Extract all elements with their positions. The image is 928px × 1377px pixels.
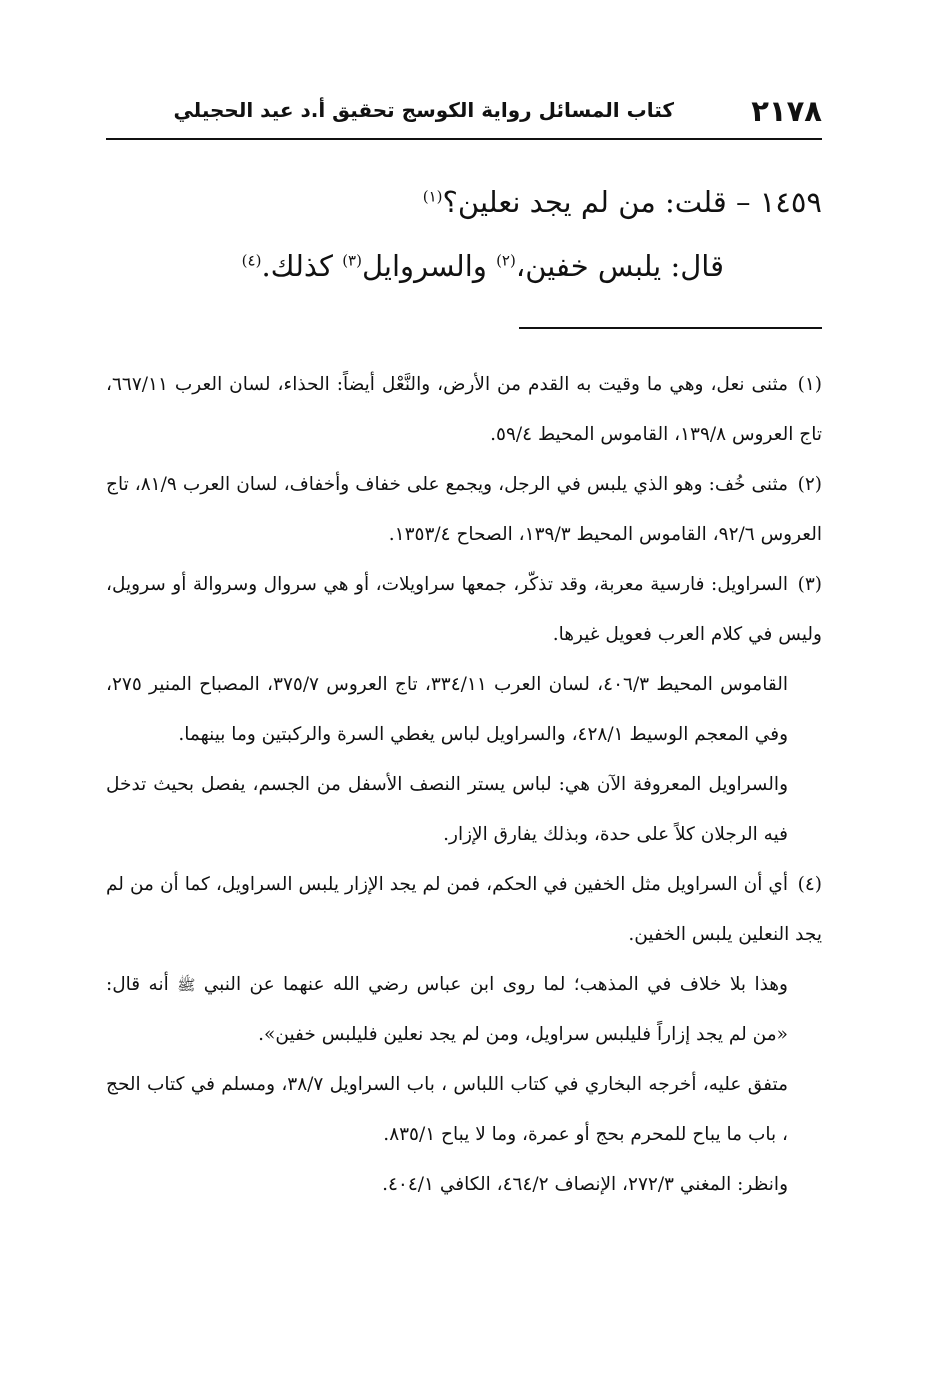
- main-text: [106, 170, 822, 298]
- footnote-4-marker: (٤): [797, 874, 822, 895]
- footnote-3-text: السراويل: فارسية معربة، وقد تذكّر، جمعها سراويلات، أو هي سروال وسروالة أو سرويل، وليس في كلام العرب فعويل غيرها.: [106, 574, 822, 645]
- footnote-ref-1[interactable]: (١): [422, 187, 443, 206]
- footnote-ref-3[interactable]: (٣): [342, 251, 362, 270]
- question-text: قلت: من لم يجد نعلين؟: [442, 185, 727, 219]
- question-number: ١٤٥٩: [759, 185, 822, 219]
- footnote-2: [106, 460, 822, 560]
- footnote-3-para-3: والسراويل المعروفة الآن هي: لباس يستر النصف الأسفل من الجسم، يفصل بحيث تدخل فيه الرجلان كلاً على حدة، وبذلك يفارق الإزار.: [106, 774, 788, 845]
- footnote-1-text: مثنى نعل، وهي ما وقيت به القدم من الأرض، والنَّعْل أيضاً: الحذاء، لسان العرب ٦٦٧/١١، تاج العروس ١٣٩/٨، القاموس المحيط ٥٩/٤.: [106, 374, 822, 445]
- footnote-1-marker: (١): [797, 374, 822, 395]
- footnote-4: [106, 860, 822, 960]
- footnote-4-para-2-b: أنه قال: «من لم يجد إزاراً فليلبس سراويل، ومن لم يجد نعلين فليلبس خفين».: [106, 974, 788, 1045]
- answer-part-2: والسروايل: [361, 249, 487, 283]
- question-line: [106, 170, 822, 234]
- page-header: [106, 92, 822, 132]
- footnote-2-text: مثنى خُف: وهو الذي يلبس في الرجل، ويجمع على خفاف وأخفاف، لسان العرب ٨١/٩، تاج العروس ٩٢/٦، القاموس المحيط ١٣٩/٣، الصحاح ١٣٥٣/٤.: [106, 474, 822, 545]
- footnote-separator: [519, 327, 822, 329]
- header-rule: [106, 138, 822, 140]
- footnote-4-para-4: وانظر: المغني ٢٧٢/٣، الإنصاف ٤٦٤/٢، الكافي ٤٠٤/١.: [382, 1174, 788, 1195]
- footnote-2-marker: (٢): [797, 474, 822, 495]
- footnote-4-text: أي أن السراويل مثل الخفين في الحكم، فمن لم يجد الإزار يلبس السراويل، كما أن من لم يجد النعلين يلبس الخفين.: [106, 874, 822, 945]
- answer-part-3: كذلك.: [261, 249, 333, 283]
- footnote-4-para-2: [106, 960, 822, 1060]
- footnote-3-para-2: القاموس المحيط ٤٠٦/٣، لسان العرب ٣٣٤/١١، تاج العروس ٣٧٥/٧، المصباح المنير ٢٧٥، وفي المعجم الوسيط ٤٢٨/١، والسراويل لباس يغطي السرة والركبتين وما بينهما.: [106, 674, 788, 745]
- salutation-glyph: ﷺ: [177, 976, 196, 994]
- answer-line: [106, 234, 822, 298]
- running-title: كتاب المسائل رواية الكوسج تحقيق أ.د عيد الحجيلي: [173, 98, 674, 122]
- footnote-3-marker: (٣): [797, 574, 822, 595]
- footnotes: [106, 360, 822, 1210]
- footnote-4-para-3: متفق عليه، أخرجه البخاري في كتاب اللباس ، باب السراويل ٣٨/٧، ومسلم في كتاب الحج ، باب ما يباح للمحرم بحج أو عمرة، وما لا يباح ٨٣٥/١.: [106, 1074, 788, 1145]
- footnote-3: [106, 560, 822, 660]
- question-dash: –: [735, 185, 751, 219]
- footnote-ref-2[interactable]: (٢): [496, 251, 516, 270]
- footnote-ref-4[interactable]: (٤): [241, 251, 262, 270]
- page-number: ٢١٧٨: [751, 94, 822, 128]
- footnote-4-para-2-a: وهذا بلا خلاف في المذهب؛ لما روى ابن عباس رضي الله عنهما عن النبي: [203, 974, 788, 995]
- answer-part-1: قال: يلبس خفين،: [515, 249, 724, 283]
- footnote-1: [106, 360, 822, 460]
